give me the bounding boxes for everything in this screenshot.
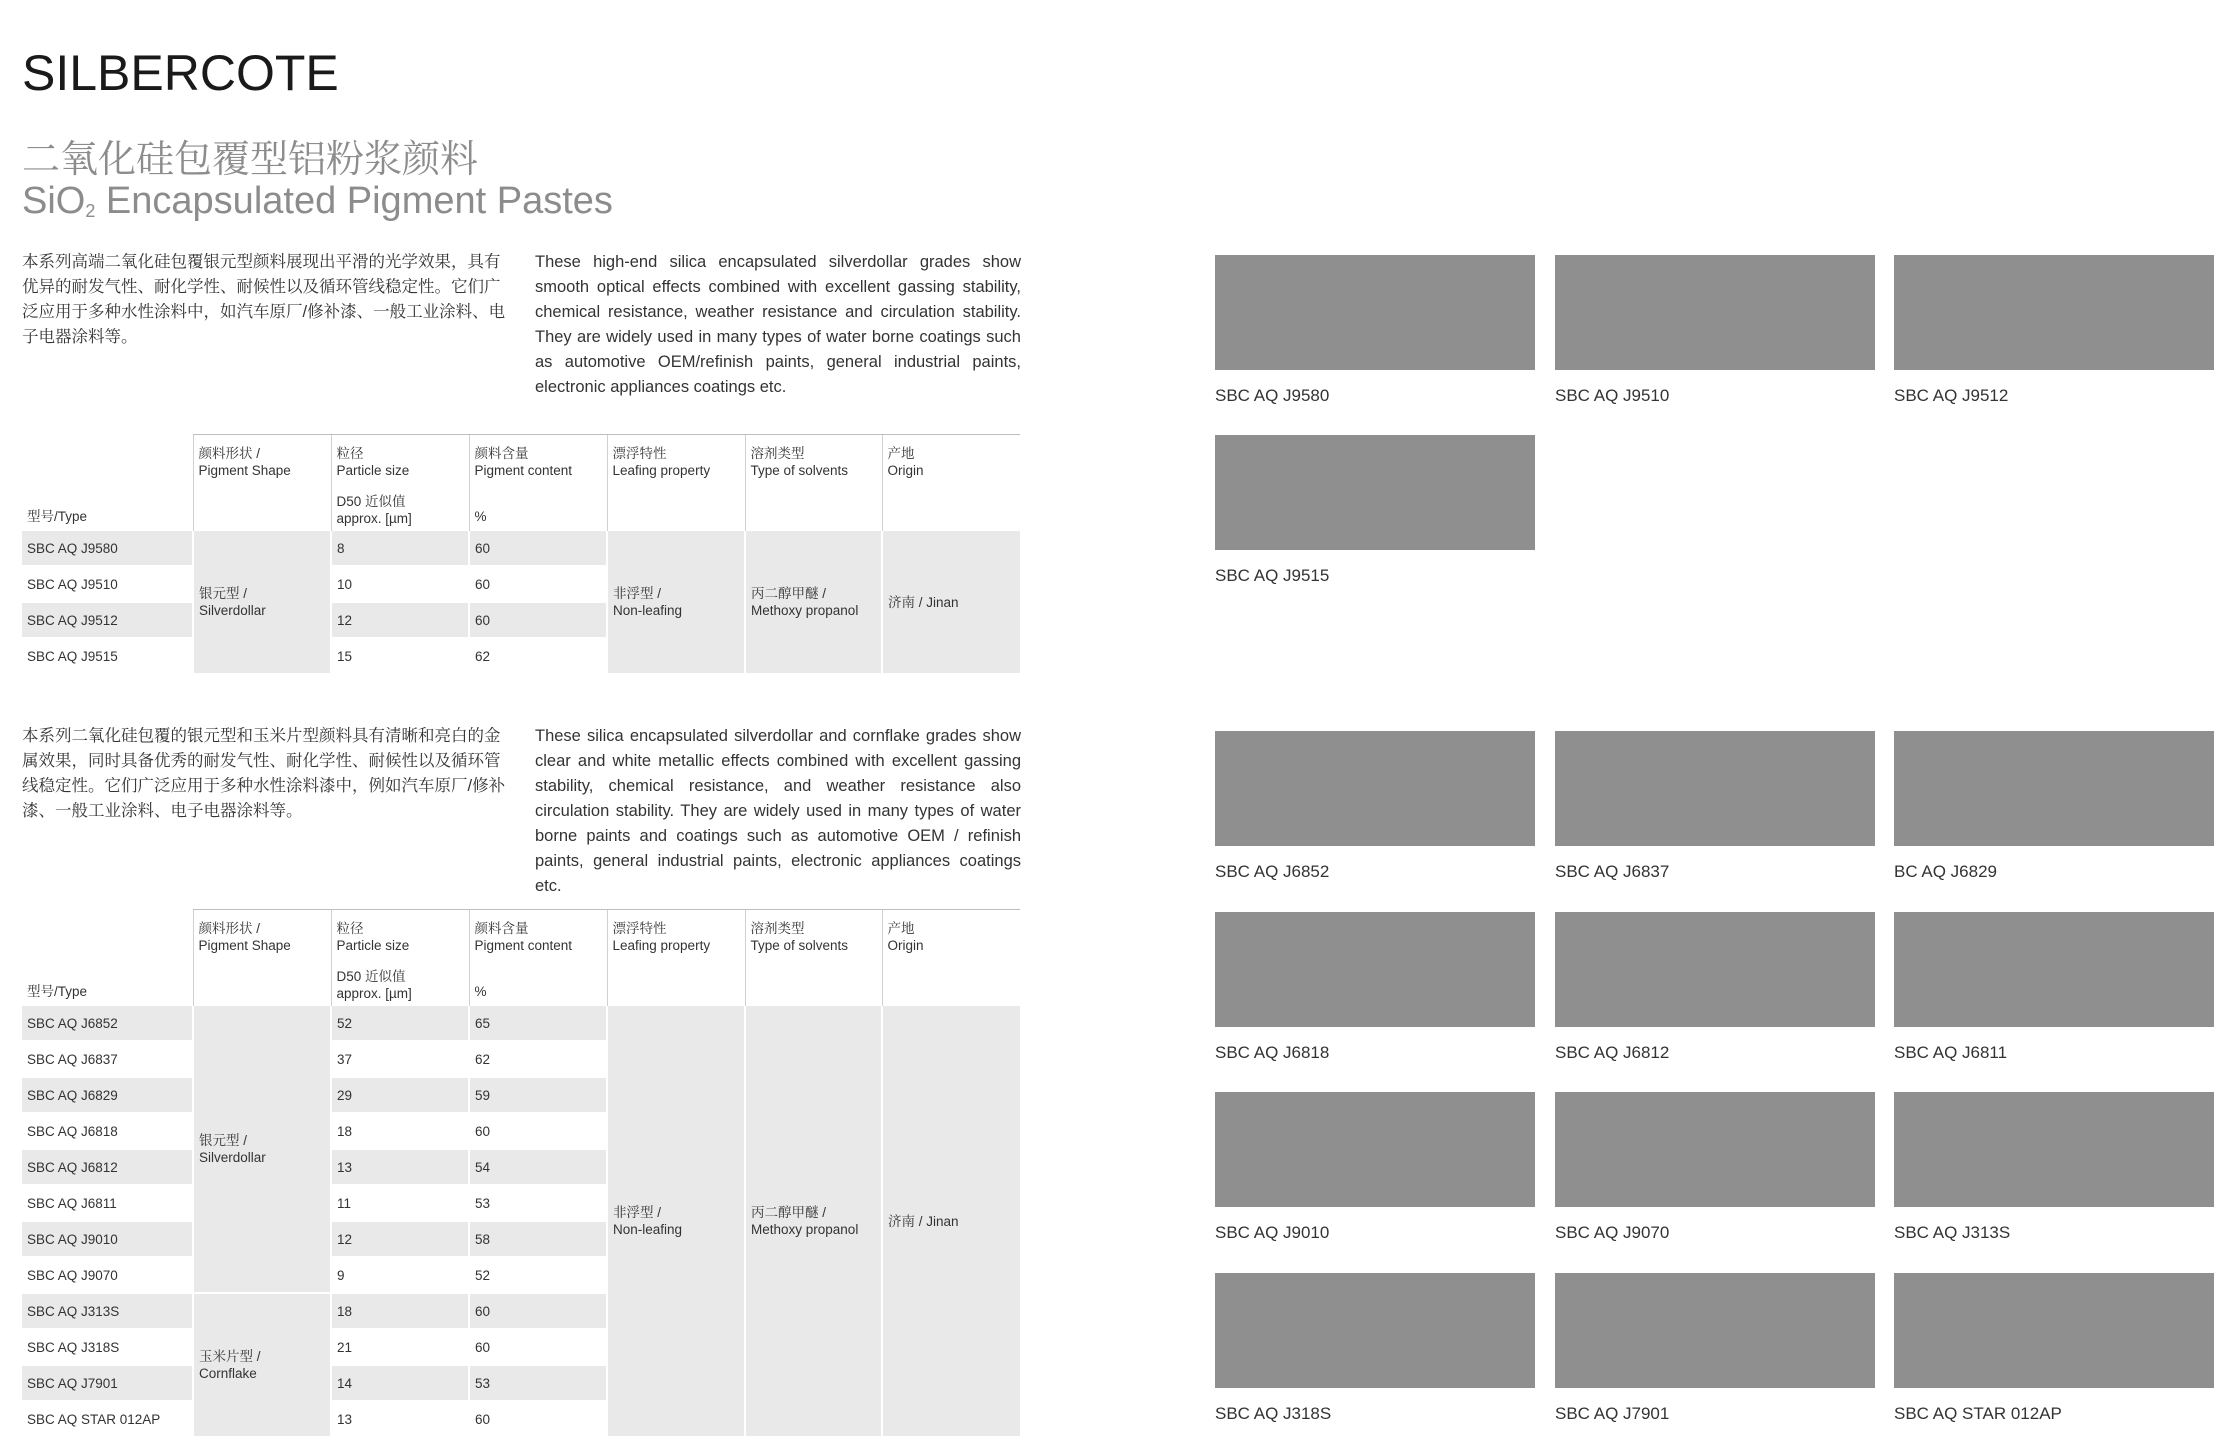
shape-cn: 银元型 / xyxy=(199,586,248,601)
header-size-unit1: D50 近似值 xyxy=(336,494,406,509)
header-origin-cn: 产地 xyxy=(887,446,915,461)
shape-cn: 银元型 / xyxy=(199,1133,248,1148)
row-type: SBC AQ J6837 xyxy=(22,1041,193,1077)
swatch-label: SBC AQ J7901 xyxy=(1555,1404,1670,1423)
header-shape xyxy=(193,910,331,1007)
shape-silverdollar xyxy=(193,1006,331,1293)
color-swatch xyxy=(1555,912,1875,1027)
subtitle-en-post: Encapsulated Pigment Pastes xyxy=(95,180,613,222)
table-row xyxy=(22,531,1020,566)
leafing-cn: 非浮型 / xyxy=(613,586,662,601)
swatch-label: SBC AQ J9515 xyxy=(1215,566,1330,585)
header-size-unit xyxy=(331,479,469,531)
swatch-card xyxy=(1555,1092,1875,1243)
header-solvent xyxy=(745,435,882,532)
row-size: 9 xyxy=(331,1257,469,1293)
spec-table-1 xyxy=(22,434,1020,675)
row-size: 13 xyxy=(331,1149,469,1185)
swatch-card xyxy=(1555,731,1875,882)
row-size: 13 xyxy=(331,1401,469,1437)
swatch-label: SBC AQ J9510 xyxy=(1555,386,1670,405)
subtitle-en-subscript: 2 xyxy=(85,201,96,221)
header-solvent xyxy=(745,910,882,1007)
section1-description-cn: 本系列高端二氧化硅包覆银元型颜料展现出平滑的光学效果，具有优异的耐发气性、耐化学性、耐候性以及循环管线稳定性。它们广泛应用于多种水性涂料中，如汽车原厂/修补漆、一般工业涂料、电子电器涂料等。 xyxy=(22,253,506,346)
header-origin xyxy=(882,435,1020,532)
swatch-card xyxy=(1215,731,1535,882)
shape-cornflake xyxy=(193,1293,331,1437)
solvent-en: Methoxy propanol xyxy=(751,1222,859,1237)
header-solvent-en: Type of solvents xyxy=(750,938,849,953)
row-size: 8 xyxy=(331,531,469,566)
color-swatch xyxy=(1894,1273,2214,1388)
header-content-cn: 颜料含量 xyxy=(474,446,529,461)
row-content: 62 xyxy=(469,1041,607,1077)
color-swatch xyxy=(1894,255,2214,370)
header-leafing xyxy=(607,435,745,532)
solvent-en: Methoxy propanol xyxy=(751,603,859,618)
row-type: SBC AQ J9512 xyxy=(22,602,193,638)
row-content: 53 xyxy=(469,1185,607,1221)
row-type: SBC AQ J313S xyxy=(22,1293,193,1329)
color-swatch xyxy=(1894,731,2214,846)
header-size-unit1: D50 近似值 xyxy=(336,969,406,984)
swatch-card xyxy=(1215,912,1535,1063)
row-size: 21 xyxy=(331,1329,469,1365)
swatch-card xyxy=(1555,1273,1875,1424)
row-size: 18 xyxy=(331,1293,469,1329)
swatch-card xyxy=(1894,255,2214,406)
solvent-value xyxy=(745,1006,882,1437)
swatch-label: SBC AQ J9070 xyxy=(1555,1223,1670,1242)
row-content: 60 xyxy=(469,1401,607,1437)
swatch-label: SBC AQ J9512 xyxy=(1894,386,2009,405)
spec-table-2 xyxy=(22,909,1020,1438)
row-size: 15 xyxy=(331,638,469,674)
swatch-card xyxy=(1555,255,1875,406)
row-content: 65 xyxy=(469,1006,607,1041)
swatch-label: SBC AQ J6811 xyxy=(1894,1043,2008,1062)
row-size: 29 xyxy=(331,1077,469,1113)
header-content-en: Pigment content xyxy=(474,938,573,953)
subtitle-english xyxy=(22,180,613,223)
row-size: 10 xyxy=(331,566,469,602)
header-content-unit: % xyxy=(469,954,607,1006)
header-origin xyxy=(882,910,1020,1007)
solvent-cn: 丙二醇甲醚 / xyxy=(751,586,827,601)
swatch-card xyxy=(1215,1273,1535,1424)
shape-en: Silverdollar xyxy=(199,603,266,618)
swatch-label: SBC AQ J6852 xyxy=(1215,862,1330,881)
row-size: 14 xyxy=(331,1365,469,1401)
color-swatch xyxy=(1215,435,1535,550)
header-solvent-en: Type of solvents xyxy=(750,463,849,478)
color-swatch xyxy=(1215,912,1535,1027)
row-size: 11 xyxy=(331,1185,469,1221)
swatch-card xyxy=(1894,1273,2214,1424)
swatch-label: SBC AQ J9010 xyxy=(1215,1223,1330,1242)
header-shape-en: Pigment Shape xyxy=(198,463,291,478)
swatch-label: SBC AQ J313S xyxy=(1894,1223,2011,1242)
section2-description-cn: 本系列二氧化硅包覆的银元型和玉米片型颜料具有清晰和亮白的金属效果，同时具备优秀的耐发气性、耐化学性、耐候性以及循环管线稳定性。它们广泛应用于多种水性涂料漆中，例如汽车原厂/修补漆、一般工业涂料、电子电器涂料等。 xyxy=(22,727,506,820)
origin-value: 济南 / Jinan xyxy=(882,531,1020,674)
swatch-label: SBC AQ J318S xyxy=(1215,1404,1332,1423)
header-content-en: Pigment content xyxy=(474,463,573,478)
header-content-unit: % xyxy=(469,479,607,531)
color-swatch xyxy=(1555,255,1875,370)
header-content xyxy=(469,910,607,955)
swatch-card xyxy=(1215,435,1535,586)
row-content: 59 xyxy=(469,1077,607,1113)
row-type: SBC AQ STAR 012AP xyxy=(22,1401,193,1437)
header-size-en: Particle size xyxy=(336,938,410,953)
color-swatch xyxy=(1894,1092,2214,1207)
subtitle-en-pre: SiO xyxy=(22,180,86,222)
row-content: 60 xyxy=(469,1293,607,1329)
swatch-label: SBC AQ J6812 xyxy=(1555,1043,1670,1062)
header-leafing xyxy=(607,910,745,1007)
header-type: 型号/Type xyxy=(27,509,88,524)
header-size-unit2: approx. [µm] xyxy=(336,986,412,1001)
header-content-cn: 颜料含量 xyxy=(474,921,529,936)
row-content: 60 xyxy=(469,531,607,566)
header-leafing-en: Leafing property xyxy=(612,938,711,953)
header-size-en: Particle size xyxy=(336,463,410,478)
shape-en: Cornflake xyxy=(199,1366,257,1381)
row-content: 60 xyxy=(469,1329,607,1365)
row-content: 53 xyxy=(469,1365,607,1401)
row-content: 58 xyxy=(469,1221,607,1257)
section1-description-en: These high-end silica encapsulated silverdollar grades show smooth optical effects combined with excellent gassing stability, chemical resistance, weather resistance and circulation stability. They are widely used in many types of water borne coatings such as automotive OEM/refinish paints, general industrial paints, electronic appliances coatings etc. xyxy=(535,253,1021,396)
header-size-unit2: approx. [µm] xyxy=(336,511,412,526)
row-type: SBC AQ J9070 xyxy=(22,1257,193,1293)
row-type: SBC AQ J9510 xyxy=(22,566,193,602)
header-leafing-cn: 漂浮特性 xyxy=(612,446,667,461)
row-type: SBC AQ J9580 xyxy=(22,531,193,566)
leafing-value xyxy=(607,531,745,674)
row-size: 12 xyxy=(331,1221,469,1257)
color-swatch xyxy=(1555,1092,1875,1207)
swatch-card xyxy=(1215,255,1535,406)
header-origin-cn: 产地 xyxy=(887,921,915,936)
row-content: 60 xyxy=(469,602,607,638)
color-swatch xyxy=(1215,1273,1535,1388)
leafing-en: Non-leafing xyxy=(613,1222,683,1237)
header-leafing-cn: 漂浮特性 xyxy=(612,921,667,936)
swatch-card xyxy=(1894,1092,2214,1243)
header-shape-en: Pigment Shape xyxy=(198,938,291,953)
color-swatch xyxy=(1215,731,1535,846)
row-size: 37 xyxy=(331,1041,469,1077)
header-size xyxy=(331,910,469,955)
swatch-card xyxy=(1894,731,2214,882)
header-shape-cn: 颜料形状 / xyxy=(198,446,261,461)
color-swatch xyxy=(1215,255,1535,370)
header-size-cn: 粒径 xyxy=(336,921,364,936)
swatch-label: SBC AQ J9580 xyxy=(1215,386,1330,405)
header-content xyxy=(469,435,607,480)
row-content: 54 xyxy=(469,1149,607,1185)
row-content: 62 xyxy=(469,638,607,674)
table-row xyxy=(22,1006,1020,1041)
header-shape-cn: 颜料形状 / xyxy=(198,921,261,936)
row-content: 60 xyxy=(469,566,607,602)
header-size xyxy=(331,435,469,480)
shape-cn: 玉米片型 / xyxy=(199,1349,261,1364)
row-type: SBC AQ J6852 xyxy=(22,1006,193,1041)
solvent-cn: 丙二醇甲醚 / xyxy=(751,1205,827,1220)
swatch-label: SBC AQ J6818 xyxy=(1215,1043,1330,1062)
solvent-value xyxy=(745,531,882,674)
header-size-unit xyxy=(331,954,469,1006)
row-type: SBC AQ J9010 xyxy=(22,1221,193,1257)
swatch-label: SBC AQ STAR 012AP xyxy=(1894,1404,2062,1423)
color-swatch xyxy=(1894,912,2214,1027)
row-size: 18 xyxy=(331,1113,469,1149)
row-type: SBC AQ J9515 xyxy=(22,638,193,674)
row-type: SBC AQ J6812 xyxy=(22,1149,193,1185)
row-type: SBC AQ J318S xyxy=(22,1329,193,1365)
color-swatch xyxy=(1555,731,1875,846)
color-swatch xyxy=(1555,1273,1875,1388)
color-swatch xyxy=(1215,1092,1535,1207)
row-type: SBC AQ J6829 xyxy=(22,1077,193,1113)
brand-title: SILBERCOTE xyxy=(22,45,339,101)
swatch-card xyxy=(1215,1092,1535,1243)
section2-description-en: These silica encapsulated silverdollar and cornflake grades show clear and white metallic effects combined with excellent gassing stability, chemical resistance, and weather resistance also circulation stability. They are widely used in many types of water borne paints and coatings such as automotive OEM / refinish paints, general industrial paints, electronic appliances coatings etc. xyxy=(535,727,1021,895)
swatch-label: BC AQ J6829 xyxy=(1894,862,1998,881)
swatch-label: SBC AQ J6837 xyxy=(1555,862,1670,881)
header-shape xyxy=(193,435,331,532)
row-content: 52 xyxy=(469,1257,607,1293)
shape-en: Silverdollar xyxy=(199,1150,266,1165)
header-size-cn: 粒径 xyxy=(336,446,364,461)
leafing-value xyxy=(607,1006,745,1437)
row-size: 52 xyxy=(331,1006,469,1041)
leafing-en: Non-leafing xyxy=(613,603,683,618)
swatch-card xyxy=(1555,912,1875,1063)
row-type: SBC AQ J6811 xyxy=(22,1185,193,1221)
leafing-cn: 非浮型 / xyxy=(613,1205,662,1220)
row-content: 60 xyxy=(469,1113,607,1149)
shape-silverdollar xyxy=(193,531,331,674)
header-type: 型号/Type xyxy=(27,984,88,999)
header-solvent-cn: 溶剂类型 xyxy=(750,921,805,936)
origin-value: 济南 / Jinan xyxy=(882,1006,1020,1437)
row-type: SBC AQ J7901 xyxy=(22,1365,193,1401)
header-leafing-en: Leafing property xyxy=(612,463,711,478)
swatch-card xyxy=(1894,912,2214,1063)
row-size: 12 xyxy=(331,602,469,638)
row-type: SBC AQ J6818 xyxy=(22,1113,193,1149)
header-origin-en: Origin xyxy=(887,938,924,953)
header-origin-en: Origin xyxy=(887,463,924,478)
subtitle-chinese: 二氧化硅包覆型铝粉浆颜料 xyxy=(22,139,479,181)
header-solvent-cn: 溶剂类型 xyxy=(750,446,805,461)
